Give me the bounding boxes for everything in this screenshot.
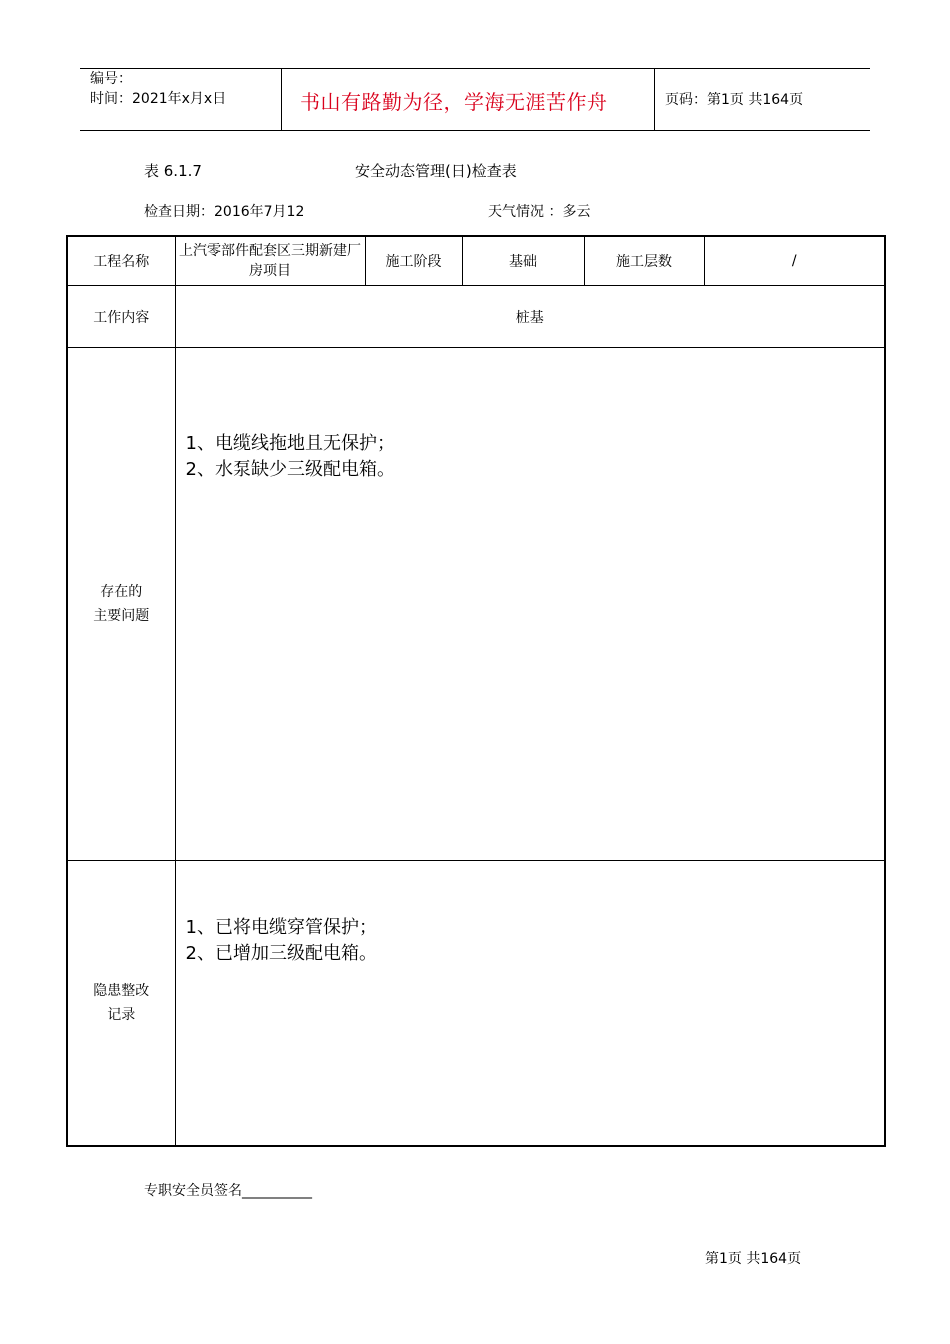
list-item: 2、水泵缺少三级配电箱。 bbox=[185, 459, 395, 480]
problems-label-line1: 存在的 bbox=[100, 584, 143, 600]
page-label: 页码：第1页 共164页 bbox=[665, 92, 804, 108]
inspection-table bbox=[66, 235, 886, 1147]
list-item: 2、已增加三级配电箱。 bbox=[185, 943, 377, 964]
rectification-label-line2: 记录 bbox=[107, 1007, 136, 1023]
header-bottom-rule bbox=[80, 130, 870, 131]
header-top-rule bbox=[80, 68, 870, 69]
header-divider-right bbox=[654, 68, 655, 130]
list-item: 1、电缆线拖地且无保护； bbox=[185, 433, 395, 454]
list-item: 1、已将电缆穿管保护； bbox=[185, 917, 377, 938]
signature-line: 专职安全员签名__________ bbox=[144, 1183, 312, 1199]
problems-content bbox=[175, 348, 885, 861]
motto-text: 书山有路勤为径，学海无涯苦作舟 bbox=[300, 90, 608, 114]
floors-value: / bbox=[704, 236, 885, 286]
weather-info: 天气情况 ：多云 bbox=[488, 204, 591, 220]
problems-label-line2: 主要问题 bbox=[93, 608, 150, 624]
project-name-label: 工程名称 bbox=[67, 236, 175, 286]
floors-label: 施工层数 bbox=[584, 236, 704, 286]
rectification-label-line1: 隐患整改 bbox=[93, 983, 150, 999]
work-content-value: 桩基 bbox=[175, 286, 885, 348]
check-date: 检查日期：2016年7月12 bbox=[144, 204, 305, 220]
project-name-value: 上汽零部件配套区三期新建厂房项目 bbox=[175, 236, 365, 286]
rectification-content bbox=[175, 861, 885, 1147]
problems-label bbox=[67, 348, 175, 861]
table-row bbox=[67, 861, 885, 1147]
rectification-label bbox=[67, 861, 175, 1147]
stage-label: 施工阶段 bbox=[365, 236, 462, 286]
footer-page-number: 第1页 共164页 bbox=[705, 1251, 802, 1267]
work-content-label: 工作内容 bbox=[67, 286, 175, 348]
table-row bbox=[67, 348, 885, 861]
header-divider-left bbox=[281, 68, 282, 130]
form-title: 安全动态管理(日)检查表 bbox=[355, 162, 517, 180]
time-label: 时间：2021年x月x日 bbox=[90, 91, 227, 107]
stage-value: 基础 bbox=[462, 236, 584, 286]
serial-label: 编号： bbox=[90, 71, 132, 87]
table-row bbox=[67, 236, 885, 286]
table-number: 表 6.1.7 bbox=[144, 162, 202, 180]
table-row bbox=[67, 286, 885, 348]
